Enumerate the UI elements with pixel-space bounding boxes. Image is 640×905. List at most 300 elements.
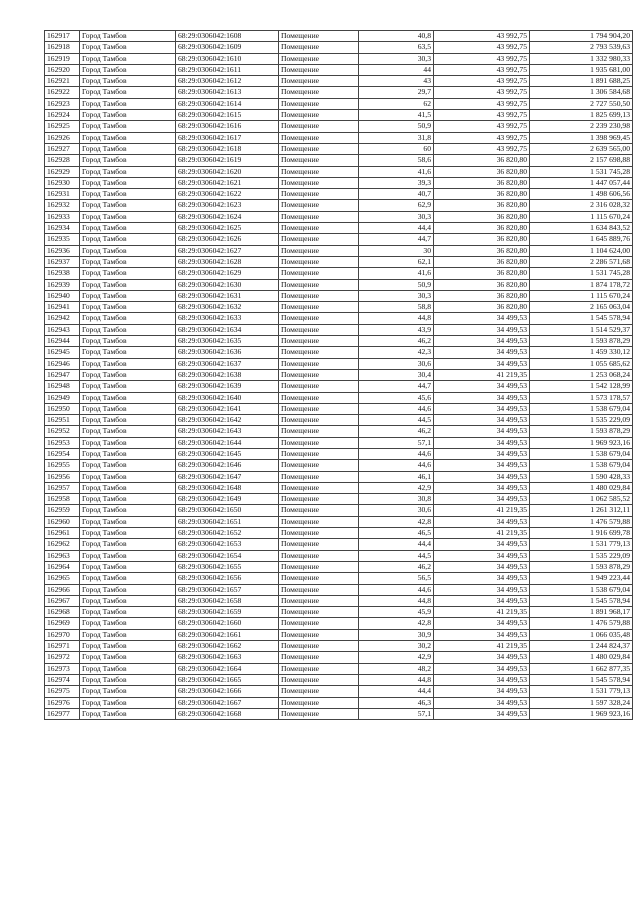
type-cell: Помещение xyxy=(279,143,359,154)
type-cell: Помещение xyxy=(279,358,359,369)
price-per-m2-cell: 41 219,35 xyxy=(434,528,530,539)
city-cell: Город Тамбов xyxy=(80,279,176,290)
id-cell: 162963 xyxy=(45,550,80,561)
cadastral-number-cell: 68:29:0306042:1648 xyxy=(176,482,279,493)
city-cell: Город Тамбов xyxy=(80,663,176,674)
city-cell: Город Тамбов xyxy=(80,471,176,482)
cadastral-number-cell: 68:29:0306042:1626 xyxy=(176,234,279,245)
area-cell: 44,6 xyxy=(359,448,434,459)
total-cell: 1 949 223,44 xyxy=(530,573,633,584)
area-cell: 30,3 xyxy=(359,211,434,222)
id-cell: 162967 xyxy=(45,595,80,606)
table-row xyxy=(45,234,633,245)
cadastral-number-cell: 68:29:0306042:1661 xyxy=(176,629,279,640)
total-cell: 1 542 128,99 xyxy=(530,381,633,392)
cadastral-number-cell: 68:29:0306042:1622 xyxy=(176,189,279,200)
id-cell: 162924 xyxy=(45,110,80,121)
city-cell: Город Тамбов xyxy=(80,234,176,245)
total-cell: 1 104 624,00 xyxy=(530,245,633,256)
type-cell: Помещение xyxy=(279,663,359,674)
table-row xyxy=(45,403,633,414)
id-cell: 162948 xyxy=(45,381,80,392)
cadastral-number-cell: 68:29:0306042:1657 xyxy=(176,584,279,595)
total-cell: 1 398 969,45 xyxy=(530,132,633,143)
cadastral-number-cell: 68:29:0306042:1639 xyxy=(176,381,279,392)
cadastral-number-cell: 68:29:0306042:1633 xyxy=(176,313,279,324)
total-cell: 2 727 550,50 xyxy=(530,98,633,109)
total-cell: 2 165 063,04 xyxy=(530,302,633,313)
cadastral-number-cell: 68:29:0306042:1656 xyxy=(176,573,279,584)
city-cell: Город Тамбов xyxy=(80,505,176,516)
city-cell: Город Тамбов xyxy=(80,358,176,369)
type-cell: Помещение xyxy=(279,53,359,64)
area-cell: 30,6 xyxy=(359,358,434,369)
type-cell: Помещение xyxy=(279,302,359,313)
area-cell: 30 xyxy=(359,245,434,256)
table-row xyxy=(45,268,633,279)
total-cell: 2 316 028,32 xyxy=(530,200,633,211)
total-cell: 1 115 670,24 xyxy=(530,290,633,301)
area-cell: 50,9 xyxy=(359,121,434,132)
total-cell: 1 535 229,09 xyxy=(530,415,633,426)
area-cell: 44,4 xyxy=(359,539,434,550)
city-cell: Город Тамбов xyxy=(80,629,176,640)
price-per-m2-cell: 43 992,75 xyxy=(434,121,530,132)
id-cell: 162949 xyxy=(45,392,80,403)
total-cell: 2 793 539,63 xyxy=(530,42,633,53)
id-cell: 162941 xyxy=(45,302,80,313)
table-row xyxy=(45,358,633,369)
table-row xyxy=(45,494,633,505)
city-cell: Город Тамбов xyxy=(80,516,176,527)
area-cell: 30,8 xyxy=(359,494,434,505)
total-cell: 1 538 679,04 xyxy=(530,403,633,414)
cadastral-number-cell: 68:29:0306042:1608 xyxy=(176,31,279,42)
price-per-m2-cell: 43 992,75 xyxy=(434,98,530,109)
table-row xyxy=(45,528,633,539)
id-cell: 162922 xyxy=(45,87,80,98)
total-cell: 1 306 584,68 xyxy=(530,87,633,98)
type-cell: Помещение xyxy=(279,42,359,53)
area-cell: 46,2 xyxy=(359,561,434,572)
city-cell: Город Тамбов xyxy=(80,324,176,335)
table-row xyxy=(45,573,633,584)
id-cell: 162974 xyxy=(45,674,80,685)
price-per-m2-cell: 34 499,53 xyxy=(434,516,530,527)
price-per-m2-cell: 36 820,80 xyxy=(434,200,530,211)
id-cell: 162943 xyxy=(45,324,80,335)
id-cell: 162931 xyxy=(45,189,80,200)
total-cell: 1 593 878,29 xyxy=(530,561,633,572)
id-cell: 162944 xyxy=(45,336,80,347)
table-row xyxy=(45,143,633,154)
area-cell: 29,7 xyxy=(359,87,434,98)
cadastral-number-cell: 68:29:0306042:1647 xyxy=(176,471,279,482)
price-per-m2-cell: 36 820,80 xyxy=(434,279,530,290)
total-cell: 1 514 529,37 xyxy=(530,324,633,335)
cadastral-number-cell: 68:29:0306042:1643 xyxy=(176,426,279,437)
price-per-m2-cell: 36 820,80 xyxy=(434,245,530,256)
price-per-m2-cell: 34 499,53 xyxy=(434,674,530,685)
city-cell: Город Тамбов xyxy=(80,347,176,358)
area-cell: 43 xyxy=(359,76,434,87)
table-row xyxy=(45,302,633,313)
table-row xyxy=(45,607,633,618)
cadastral-number-cell: 68:29:0306042:1658 xyxy=(176,595,279,606)
table-row xyxy=(45,708,633,719)
city-cell: Город Тамбов xyxy=(80,686,176,697)
cadastral-number-cell: 68:29:0306042:1614 xyxy=(176,98,279,109)
total-cell: 1 935 681,00 xyxy=(530,64,633,75)
type-cell: Помещение xyxy=(279,415,359,426)
price-per-m2-cell: 34 499,53 xyxy=(434,573,530,584)
table-row xyxy=(45,392,633,403)
id-cell: 162961 xyxy=(45,528,80,539)
id-cell: 162971 xyxy=(45,641,80,652)
type-cell: Помещение xyxy=(279,697,359,708)
area-cell: 46,1 xyxy=(359,471,434,482)
total-cell: 1 531 779,13 xyxy=(530,539,633,550)
total-cell: 1 597 328,24 xyxy=(530,697,633,708)
area-cell: 46,2 xyxy=(359,426,434,437)
price-per-m2-cell: 43 992,75 xyxy=(434,143,530,154)
city-cell: Город Тамбов xyxy=(80,87,176,98)
city-cell: Город Тамбов xyxy=(80,166,176,177)
price-per-m2-cell: 34 499,53 xyxy=(434,381,530,392)
type-cell: Помещение xyxy=(279,290,359,301)
cadastral-number-cell: 68:29:0306042:1618 xyxy=(176,143,279,154)
table-row xyxy=(45,256,633,267)
id-cell: 162917 xyxy=(45,31,80,42)
type-cell: Помещение xyxy=(279,437,359,448)
type-cell: Помещение xyxy=(279,155,359,166)
cadastral-number-cell: 68:29:0306042:1611 xyxy=(176,64,279,75)
cadastral-number-cell: 68:29:0306042:1640 xyxy=(176,392,279,403)
cadastral-number-cell: 68:29:0306042:1629 xyxy=(176,268,279,279)
id-cell: 162933 xyxy=(45,211,80,222)
cadastral-number-cell: 68:29:0306042:1645 xyxy=(176,448,279,459)
city-cell: Город Тамбов xyxy=(80,641,176,652)
city-cell: Город Тамбов xyxy=(80,584,176,595)
type-cell: Помещение xyxy=(279,641,359,652)
id-cell: 162935 xyxy=(45,234,80,245)
total-cell: 1 891 968,17 xyxy=(530,607,633,618)
price-per-m2-cell: 43 992,75 xyxy=(434,110,530,121)
id-cell: 162957 xyxy=(45,482,80,493)
city-cell: Город Тамбов xyxy=(80,460,176,471)
area-cell: 60 xyxy=(359,143,434,154)
table-row xyxy=(45,132,633,143)
cadastral-number-cell: 68:29:0306042:1627 xyxy=(176,245,279,256)
cadastral-number-cell: 68:29:0306042:1609 xyxy=(176,42,279,53)
city-cell: Город Тамбов xyxy=(80,98,176,109)
total-cell: 1 538 679,04 xyxy=(530,584,633,595)
city-cell: Город Тамбов xyxy=(80,42,176,53)
price-per-m2-cell: 34 499,53 xyxy=(434,313,530,324)
cadastral-number-cell: 68:29:0306042:1637 xyxy=(176,358,279,369)
total-cell: 1 476 579,88 xyxy=(530,516,633,527)
table-row xyxy=(45,245,633,256)
city-cell: Город Тамбов xyxy=(80,415,176,426)
table-row xyxy=(45,460,633,471)
price-per-m2-cell: 41 219,35 xyxy=(434,369,530,380)
cadastral-number-cell: 68:29:0306042:1635 xyxy=(176,336,279,347)
cadastral-number-cell: 68:29:0306042:1610 xyxy=(176,53,279,64)
total-cell: 2 157 698,88 xyxy=(530,155,633,166)
price-per-m2-cell: 43 992,75 xyxy=(434,132,530,143)
id-cell: 162964 xyxy=(45,561,80,572)
city-cell: Город Тамбов xyxy=(80,550,176,561)
type-cell: Помещение xyxy=(279,618,359,629)
type-cell: Помещение xyxy=(279,516,359,527)
area-cell: 44,4 xyxy=(359,223,434,234)
cadastral-number-cell: 68:29:0306042:1665 xyxy=(176,674,279,685)
price-per-m2-cell: 43 992,75 xyxy=(434,53,530,64)
type-cell: Помещение xyxy=(279,460,359,471)
total-cell: 1 459 330,12 xyxy=(530,347,633,358)
id-cell: 162950 xyxy=(45,403,80,414)
cadastral-number-cell: 68:29:0306042:1660 xyxy=(176,618,279,629)
area-cell: 30,6 xyxy=(359,505,434,516)
price-per-m2-cell: 36 820,80 xyxy=(434,234,530,245)
cadastral-number-cell: 68:29:0306042:1625 xyxy=(176,223,279,234)
type-cell: Помещение xyxy=(279,629,359,640)
id-cell: 162962 xyxy=(45,539,80,550)
id-cell: 162945 xyxy=(45,347,80,358)
cadastral-number-cell: 68:29:0306042:1612 xyxy=(176,76,279,87)
cadastral-number-cell: 68:29:0306042:1613 xyxy=(176,87,279,98)
price-per-m2-cell: 34 499,53 xyxy=(434,584,530,595)
area-cell: 58,8 xyxy=(359,302,434,313)
area-cell: 39,3 xyxy=(359,177,434,188)
type-cell: Помещение xyxy=(279,369,359,380)
type-cell: Помещение xyxy=(279,189,359,200)
area-cell: 62,9 xyxy=(359,200,434,211)
total-cell: 2 239 230,98 xyxy=(530,121,633,132)
type-cell: Помещение xyxy=(279,336,359,347)
table-row xyxy=(45,189,633,200)
city-cell: Город Тамбов xyxy=(80,561,176,572)
table-row xyxy=(45,155,633,166)
total-cell: 1 825 699,13 xyxy=(530,110,633,121)
price-per-m2-cell: 43 992,75 xyxy=(434,31,530,42)
id-cell: 162918 xyxy=(45,42,80,53)
table-row xyxy=(45,561,633,572)
city-cell: Город Тамбов xyxy=(80,482,176,493)
table-row xyxy=(45,437,633,448)
type-cell: Помещение xyxy=(279,177,359,188)
city-cell: Город Тамбов xyxy=(80,607,176,618)
city-cell: Город Тамбов xyxy=(80,290,176,301)
total-cell: 1 969 923,16 xyxy=(530,437,633,448)
type-cell: Помещение xyxy=(279,64,359,75)
table-row xyxy=(45,347,633,358)
total-cell: 2 639 565,00 xyxy=(530,143,633,154)
area-cell: 46,3 xyxy=(359,697,434,708)
id-cell: 162934 xyxy=(45,223,80,234)
table-row xyxy=(45,539,633,550)
id-cell: 162970 xyxy=(45,629,80,640)
type-cell: Помещение xyxy=(279,87,359,98)
type-cell: Помещение xyxy=(279,403,359,414)
type-cell: Помещение xyxy=(279,561,359,572)
price-per-m2-cell: 34 499,53 xyxy=(434,426,530,437)
type-cell: Помещение xyxy=(279,708,359,719)
cadastral-number-cell: 68:29:0306042:1650 xyxy=(176,505,279,516)
area-cell: 42,3 xyxy=(359,347,434,358)
city-cell: Город Тамбов xyxy=(80,143,176,154)
area-cell: 30,3 xyxy=(359,290,434,301)
price-per-m2-cell: 41 219,35 xyxy=(434,607,530,618)
area-cell: 45,6 xyxy=(359,392,434,403)
cadastral-number-cell: 68:29:0306042:1628 xyxy=(176,256,279,267)
cadastral-number-cell: 68:29:0306042:1655 xyxy=(176,561,279,572)
id-cell: 162926 xyxy=(45,132,80,143)
id-cell: 162947 xyxy=(45,369,80,380)
price-per-m2-cell: 36 820,80 xyxy=(434,177,530,188)
total-cell: 1 531 779,13 xyxy=(530,686,633,697)
area-cell: 40,8 xyxy=(359,31,434,42)
price-per-m2-cell: 34 499,53 xyxy=(434,392,530,403)
area-cell: 45,9 xyxy=(359,607,434,618)
city-cell: Город Тамбов xyxy=(80,369,176,380)
type-cell: Помещение xyxy=(279,121,359,132)
price-per-m2-cell: 43 992,75 xyxy=(434,76,530,87)
table-row xyxy=(45,31,633,42)
area-cell: 62 xyxy=(359,98,434,109)
table-row xyxy=(45,76,633,87)
table-row xyxy=(45,663,633,674)
total-cell: 1 066 035,48 xyxy=(530,629,633,640)
table-row xyxy=(45,448,633,459)
table-row xyxy=(45,505,633,516)
total-cell: 1 476 579,88 xyxy=(530,618,633,629)
city-cell: Город Тамбов xyxy=(80,302,176,313)
area-cell: 62,1 xyxy=(359,256,434,267)
id-cell: 162921 xyxy=(45,76,80,87)
table-row xyxy=(45,324,633,335)
city-cell: Город Тамбов xyxy=(80,618,176,629)
area-cell: 58,6 xyxy=(359,155,434,166)
total-cell: 1 498 606,56 xyxy=(530,189,633,200)
city-cell: Город Тамбов xyxy=(80,674,176,685)
area-cell: 57,1 xyxy=(359,708,434,719)
price-per-m2-cell: 34 499,53 xyxy=(434,358,530,369)
id-cell: 162968 xyxy=(45,607,80,618)
price-per-m2-cell: 34 499,53 xyxy=(434,629,530,640)
area-cell: 43,9 xyxy=(359,324,434,335)
city-cell: Город Тамбов xyxy=(80,697,176,708)
type-cell: Помещение xyxy=(279,471,359,482)
total-cell: 1 662 877,35 xyxy=(530,663,633,674)
type-cell: Помещение xyxy=(279,76,359,87)
city-cell: Город Тамбов xyxy=(80,121,176,132)
type-cell: Помещение xyxy=(279,166,359,177)
cadastral-number-cell: 68:29:0306042:1615 xyxy=(176,110,279,121)
area-cell: 30,4 xyxy=(359,369,434,380)
total-cell: 1 531 745,28 xyxy=(530,166,633,177)
city-cell: Город Тамбов xyxy=(80,494,176,505)
cadastral-number-cell: 68:29:0306042:1624 xyxy=(176,211,279,222)
city-cell: Город Тамбов xyxy=(80,392,176,403)
city-cell: Город Тамбов xyxy=(80,381,176,392)
area-cell: 42,8 xyxy=(359,516,434,527)
total-cell: 1 062 585,52 xyxy=(530,494,633,505)
id-cell: 162920 xyxy=(45,64,80,75)
id-cell: 162932 xyxy=(45,200,80,211)
type-cell: Помещение xyxy=(279,607,359,618)
price-per-m2-cell: 34 499,53 xyxy=(434,324,530,335)
type-cell: Помещение xyxy=(279,539,359,550)
city-cell: Город Тамбов xyxy=(80,652,176,663)
total-cell: 1 480 029,84 xyxy=(530,652,633,663)
area-cell: 42,8 xyxy=(359,618,434,629)
city-cell: Город Тамбов xyxy=(80,189,176,200)
type-cell: Помещение xyxy=(279,313,359,324)
type-cell: Помещение xyxy=(279,686,359,697)
cadastral-number-cell: 68:29:0306042:1642 xyxy=(176,415,279,426)
id-cell: 162929 xyxy=(45,166,80,177)
price-per-m2-cell: 36 820,80 xyxy=(434,189,530,200)
total-cell: 1 244 824,37 xyxy=(530,641,633,652)
area-cell: 44,8 xyxy=(359,674,434,685)
total-cell: 1 590 428,33 xyxy=(530,471,633,482)
table-row xyxy=(45,652,633,663)
total-cell: 1 545 578,94 xyxy=(530,595,633,606)
total-cell: 1 538 679,04 xyxy=(530,448,633,459)
area-cell: 44,4 xyxy=(359,686,434,697)
area-cell: 44,6 xyxy=(359,460,434,471)
data-table xyxy=(44,30,633,720)
type-cell: Помещение xyxy=(279,595,359,606)
total-cell: 1 115 670,24 xyxy=(530,211,633,222)
price-per-m2-cell: 34 499,53 xyxy=(434,550,530,561)
type-cell: Помещение xyxy=(279,268,359,279)
city-cell: Город Тамбов xyxy=(80,595,176,606)
type-cell: Помещение xyxy=(279,200,359,211)
city-cell: Город Тамбов xyxy=(80,200,176,211)
id-cell: 162958 xyxy=(45,494,80,505)
table-row xyxy=(45,211,633,222)
cadastral-number-cell: 68:29:0306042:1634 xyxy=(176,324,279,335)
area-cell: 41,6 xyxy=(359,268,434,279)
price-per-m2-cell: 34 499,53 xyxy=(434,415,530,426)
area-cell: 40,7 xyxy=(359,189,434,200)
type-cell: Помещение xyxy=(279,234,359,245)
area-cell: 30,9 xyxy=(359,629,434,640)
area-cell: 63,5 xyxy=(359,42,434,53)
city-cell: Город Тамбов xyxy=(80,155,176,166)
table-row xyxy=(45,177,633,188)
total-cell: 1 535 229,09 xyxy=(530,550,633,561)
city-cell: Город Тамбов xyxy=(80,53,176,64)
price-per-m2-cell: 34 499,53 xyxy=(434,686,530,697)
price-per-m2-cell: 34 499,53 xyxy=(434,347,530,358)
id-cell: 162951 xyxy=(45,415,80,426)
type-cell: Помещение xyxy=(279,448,359,459)
total-cell: 1 969 923,16 xyxy=(530,708,633,719)
table-row xyxy=(45,87,633,98)
id-cell: 162973 xyxy=(45,663,80,674)
cadastral-number-cell: 68:29:0306042:1636 xyxy=(176,347,279,358)
city-cell: Город Тамбов xyxy=(80,313,176,324)
id-cell: 162927 xyxy=(45,143,80,154)
cadastral-number-cell: 68:29:0306042:1668 xyxy=(176,708,279,719)
cadastral-number-cell: 68:29:0306042:1667 xyxy=(176,697,279,708)
id-cell: 162955 xyxy=(45,460,80,471)
table-row xyxy=(45,110,633,121)
cadastral-number-cell: 68:29:0306042:1666 xyxy=(176,686,279,697)
